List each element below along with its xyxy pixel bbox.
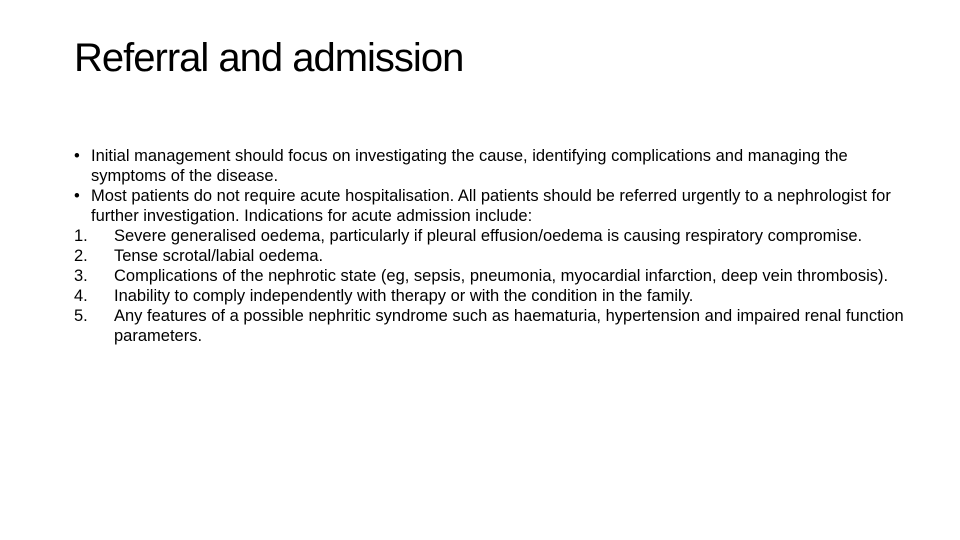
numbered-text: Severe generalised oedema, particularly if pleural effusion/oedema is causing respiratory compromise.: [114, 227, 863, 245]
numbered-text: Complications of the nephrotic state (eg, sepsis, pneumonia, myocardial infarction, deep vein thrombosis).: [114, 267, 889, 285]
numbered-item: [74, 226, 904, 246]
bullet-item: [74, 186, 904, 226]
number-marker: 1.: [74, 227, 88, 245]
bullet-marker: •: [74, 187, 80, 205]
slide-title: Referral and admission: [74, 36, 464, 80]
number-marker: 5.: [74, 307, 88, 325]
numbered-item: [74, 266, 904, 286]
numbered-text: Inability to comply independently with therapy or with the condition in the family.: [114, 287, 694, 305]
number-marker: 2.: [74, 247, 88, 265]
numbered-item: [74, 286, 904, 306]
bullet-item: [74, 146, 904, 186]
numbered-item: [74, 246, 904, 266]
number-marker: 3.: [74, 267, 88, 285]
number-marker: 4.: [74, 287, 88, 305]
bullet-text: Most patients do not require acute hospitalisation. All patients should be referred urgently to a nephrologist for further investigation. Indications for acute admission include:: [91, 187, 891, 225]
bullet-text: Initial management should focus on investigating the cause, identifying complications and managing the symptoms of the disease.: [91, 147, 848, 185]
slide-body: [74, 146, 904, 346]
bullet-marker: •: [74, 147, 80, 165]
numbered-text: Tense scrotal/labial oedema.: [114, 247, 324, 265]
numbered-item: [74, 306, 904, 346]
numbered-text: Any features of a possible nephritic syndrome such as haematuria, hypertension and impaired renal function parameters.: [114, 307, 904, 345]
